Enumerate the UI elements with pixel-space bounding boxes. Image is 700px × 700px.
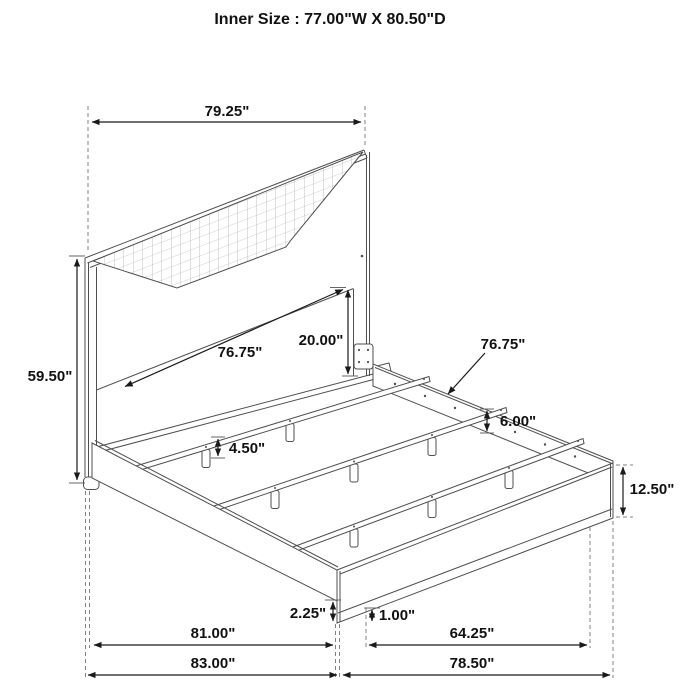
dim-headboard-panel-width-label: 76.75" [217,344,263,361]
dim-footboard-bottom-clearance-label: 2.25" [289,605,327,622]
bed-drawing [84,150,614,623]
page-title: Inner Size : 77.00"W X 80.50"D [214,11,446,28]
headboard-right-leg [354,152,370,376]
dim-footboard-outer-width [343,655,610,675]
dim-slat-leg-height-label: 4.50" [228,440,266,457]
slat-leg [286,424,294,442]
dim-frame-outer-length-label: 83.00" [190,655,236,672]
dim-headboard-height [28,256,85,483]
slat-leg [271,491,279,509]
slat-leg [350,464,358,482]
dim-footboard-bottom-clearance [290,600,341,622]
dim-frame-inner-length [94,625,333,645]
dim-footboard-outer-width-label: 78.50" [449,655,495,672]
slat-1 [136,377,430,472]
dim-side-rail-length-label: 76.75" [480,336,526,353]
slat-leg [505,471,513,489]
dim-footboard-height-label: 12.50" [629,481,675,498]
slat-leg [428,500,436,518]
dim-headboard-height-label: 59.50" [27,368,73,385]
slat-leg [202,450,210,468]
dim-frame-outer-length [88,655,337,675]
slat-2 [214,408,507,512]
dim-footboard-inner-width-label: 64.25" [449,625,495,642]
quilted-panel [93,152,363,288]
dim-footboard-height [623,467,674,515]
dim-side-rail-length [448,336,525,394]
slat-leg [350,529,358,547]
dim-headboard-width-label: 79.25" [204,103,250,120]
dim-slat-thickness-label: 1.00" [378,607,416,624]
dim-frame-inner-length-label: 81.00" [190,625,236,642]
bracket-plate [354,344,373,369]
slat-leg [428,438,436,456]
dim-footboard-inner-width [369,625,587,645]
dim-headboard-panel-height [299,288,358,377]
dim-headboard-width [92,103,361,122]
screw-hole-dot [361,255,364,258]
right-side-rail [373,364,613,483]
footboard [337,463,613,623]
dim-side-rail-height-label: 6.00" [499,413,537,430]
left-side-rail [92,441,338,602]
dim-headboard-panel-height-label: 20.00" [298,332,344,349]
